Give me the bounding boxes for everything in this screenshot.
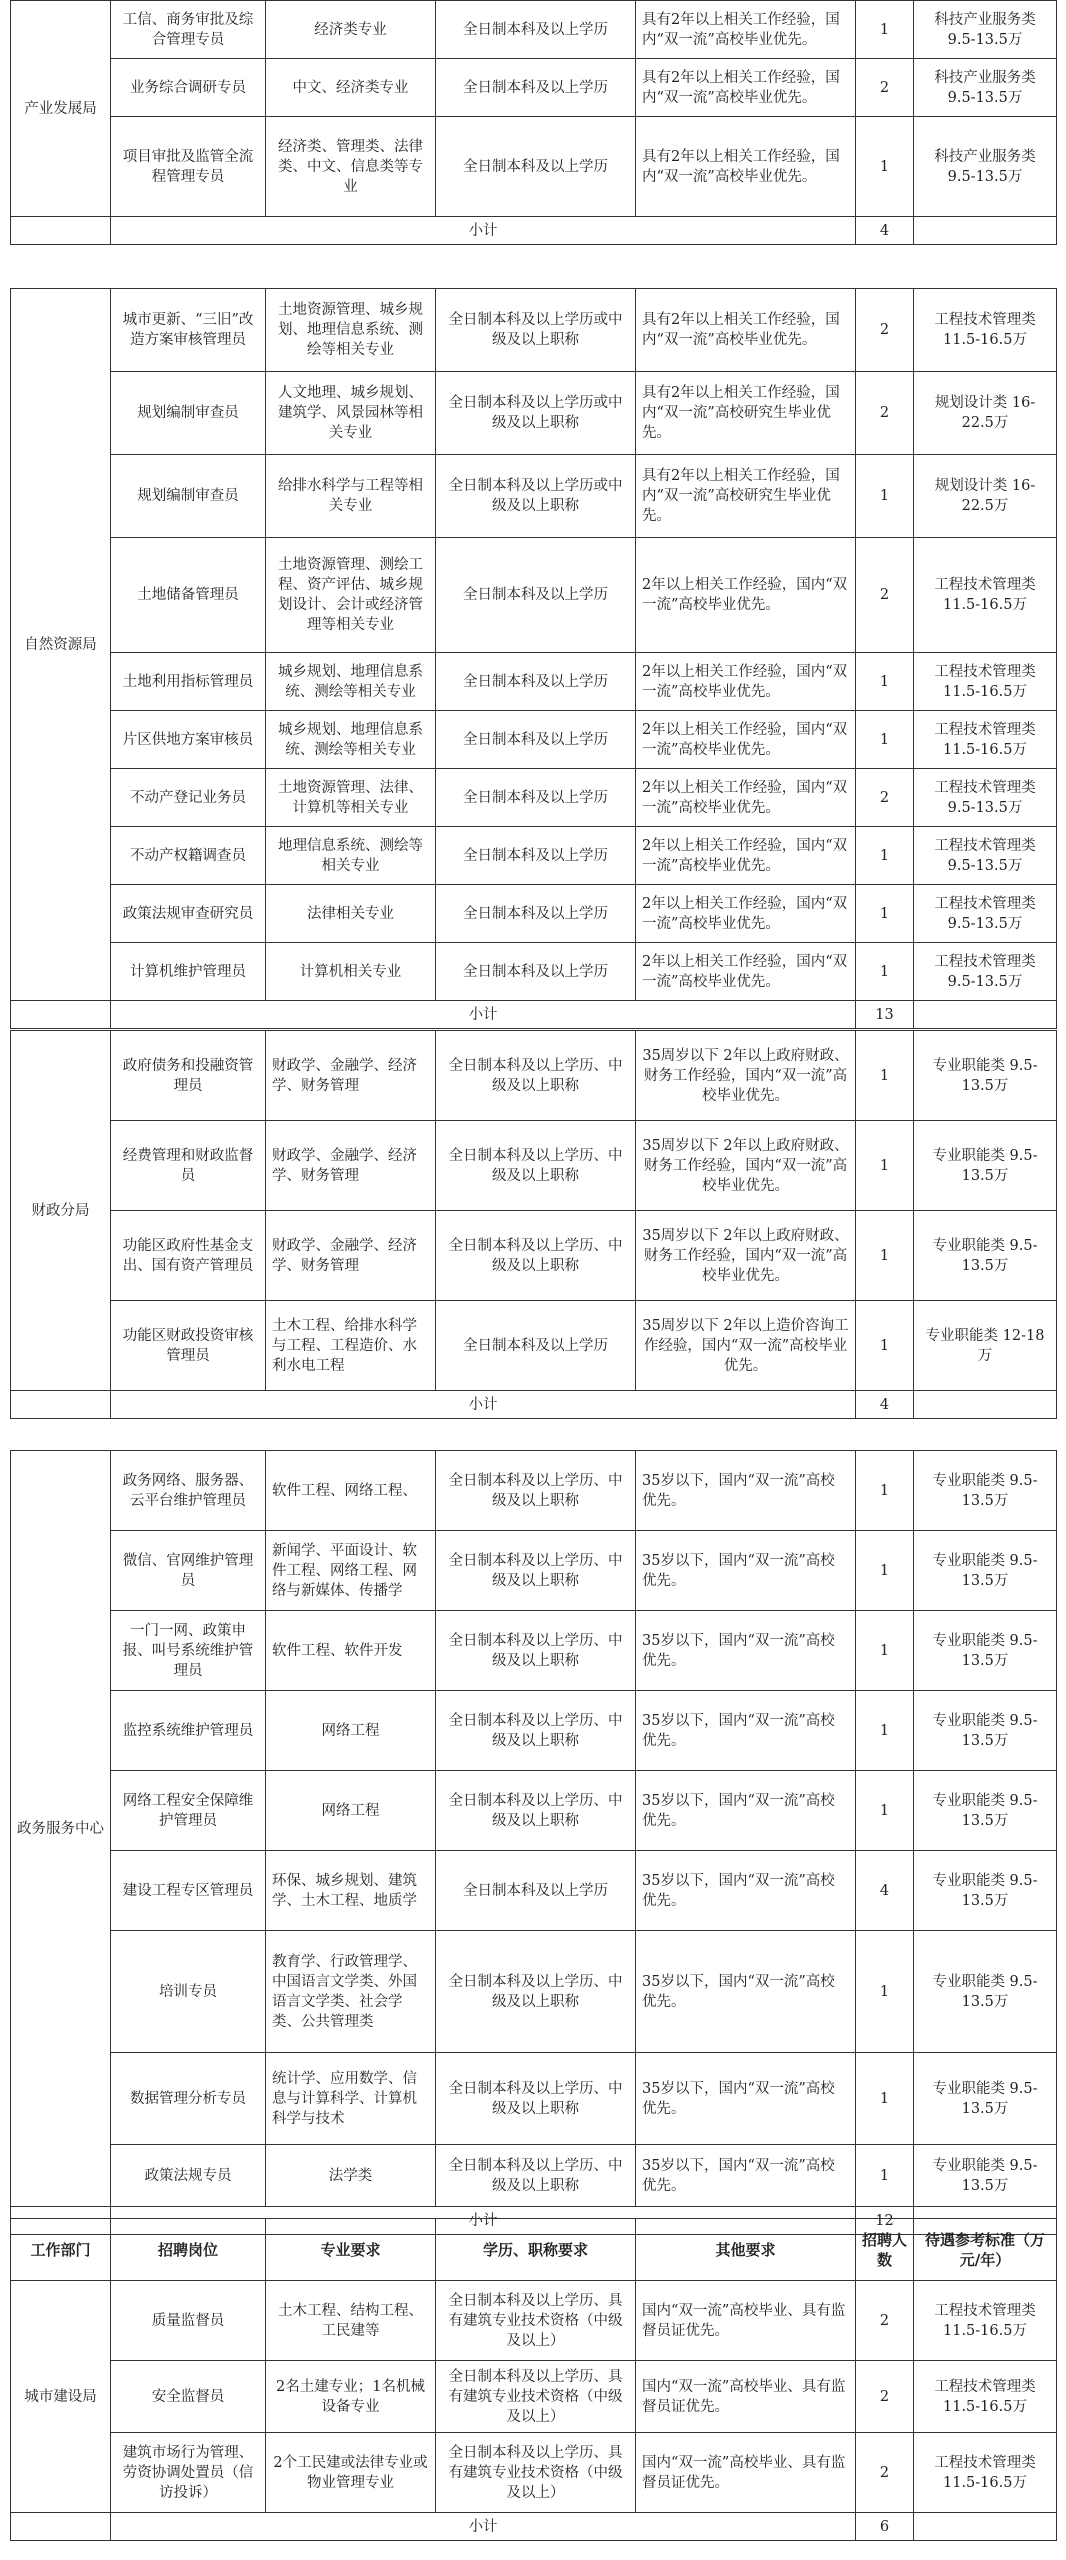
position-cell: 功能区财政投资审核管理员 — [111, 1301, 266, 1391]
other-cell: 35周岁以下 2年以上政府财政、财务工作经验，国内“双一流”高校毕业优先。 — [636, 1211, 856, 1301]
department-cell: 自然资源局 — [11, 289, 111, 1001]
salary-cell: 科技产业服务类 9.5-13.5万 — [914, 117, 1057, 217]
salary-cell: 规划设计类 16-22.5万 — [914, 455, 1057, 538]
table-row — [11, 1611, 1057, 1691]
major-cell: 法学类 — [266, 2145, 436, 2207]
position-cell: 城市更新、“三旧”改造方案审核管理员 — [111, 289, 266, 372]
other-cell: 2年以上相关工作经验，国内“双一流”高校毕业优先。 — [636, 653, 856, 711]
major-cell: 土木工程、给排水科学与工程、工程造价、水利水电工程 — [266, 1301, 436, 1391]
salary-cell: 科技产业服务类 9.5-13.5万 — [914, 59, 1057, 117]
position-cell: 建筑市场行为管理、劳资协调处置员（信访投诉） — [111, 2433, 266, 2513]
position-cell: 数据管理分析专员 — [111, 2053, 266, 2145]
table-row — [11, 59, 1057, 117]
major-cell: 网络工程 — [266, 1771, 436, 1851]
salary-cell: 专业职能类 9.5-13.5万 — [914, 1851, 1057, 1931]
table-row — [11, 653, 1057, 711]
table-row — [11, 1451, 1057, 1531]
major-cell: 土地资源管理、法律、计算机等相关专业 — [266, 769, 436, 827]
table-row — [11, 117, 1057, 217]
major-cell: 给排水科学与工程等相关专业 — [266, 455, 436, 538]
subtotal-count: 4 — [856, 217, 914, 245]
recruit-table — [10, 1450, 1057, 2235]
major-cell: 城乡规划、地理信息系统、测绘等相关专业 — [266, 653, 436, 711]
major-cell: 财政学、金融学、经济学、财务管理 — [266, 1211, 436, 1301]
section-industry — [10, 0, 1056, 245]
count-cell: 2 — [856, 538, 914, 653]
major-cell: 2个工民建或法律专业或物业管理专业 — [266, 2433, 436, 2513]
education-cell: 全日制本科及以上学历、中级及以上职称 — [436, 2145, 636, 2207]
subtotal-label: 小计 — [111, 2513, 856, 2541]
recruit-table — [10, 2218, 1057, 2541]
section-gov-service — [10, 1450, 1056, 2235]
position-cell: 不动产权籍调查员 — [111, 827, 266, 885]
count-cell: 1 — [856, 1301, 914, 1391]
major-cell: 教育学、行政管理学、中国语言文学类、外国语言文学类、社会学类、公共管理类 — [266, 1931, 436, 2053]
count-cell: 2 — [856, 2361, 914, 2433]
section-natural-resources — [10, 288, 1056, 1029]
education-cell: 全日制本科及以上学历 — [436, 769, 636, 827]
header-major: 专业要求 — [266, 2219, 436, 2281]
salary-cell: 工程技术管理类 11.5-16.5万 — [914, 538, 1057, 653]
salary-cell: 专业职能类 9.5-13.5万 — [914, 1451, 1057, 1531]
education-cell: 全日制本科及以上学历、中级及以上职称 — [436, 1211, 636, 1301]
other-cell: 2年以上相关工作经验，国内“双一流”高校毕业优先。 — [636, 538, 856, 653]
education-cell: 全日制本科及以上学历 — [436, 1851, 636, 1931]
count-cell: 2 — [856, 2433, 914, 2513]
count-cell: 1 — [856, 117, 914, 217]
major-cell: 经济类、管理类、法律类、中文、信息类等专业 — [266, 117, 436, 217]
table-row — [11, 769, 1057, 827]
salary-cell: 专业职能类 9.5-13.5万 — [914, 1531, 1057, 1611]
major-cell: 财政学、金融学、经济学、财务管理 — [266, 1031, 436, 1121]
major-cell: 新闻学、平面设计、软件工程、网络工程、网络与新媒体、传播学 — [266, 1531, 436, 1611]
subtotal-label: 小计 — [111, 217, 856, 245]
other-cell: 35岁以下，国内“双一流”高校优先。 — [636, 2053, 856, 2145]
other-cell: 国内“双一流”高校毕业、具有监督员证优先。 — [636, 2361, 856, 2433]
position-cell: 政务网络、服务器、云平台维护管理员 — [111, 1451, 266, 1531]
other-cell: 国内“双一流”高校毕业、具有监督员证优先。 — [636, 2433, 856, 2513]
count-cell: 1 — [856, 653, 914, 711]
department-cell: 财政分局 — [11, 1031, 111, 1391]
education-cell: 全日制本科及以上学历或中级及以上职称 — [436, 289, 636, 372]
count-cell: 1 — [856, 455, 914, 538]
position-cell: 政策法规审查研究员 — [111, 885, 266, 943]
position-cell: 计算机维护管理员 — [111, 943, 266, 1001]
major-cell: 土地资源管理、城乡规划、地理信息系统、测绘等相关专业 — [266, 289, 436, 372]
subtotal-label: 小计 — [111, 1001, 856, 1029]
salary-cell: 工程技术管理类 9.5-13.5万 — [914, 885, 1057, 943]
subtotal-row — [11, 217, 1057, 245]
count-cell: 1 — [856, 885, 914, 943]
count-cell: 1 — [856, 1611, 914, 1691]
education-cell: 全日制本科及以上学历或中级及以上职称 — [436, 372, 636, 455]
table-row — [11, 711, 1057, 769]
major-cell: 法律相关专业 — [266, 885, 436, 943]
education-cell: 全日制本科及以上学历、中级及以上职称 — [436, 1531, 636, 1611]
subtotal-label: 小计 — [111, 2207, 856, 2235]
position-cell: 项目审批及监管全流程管理专员 — [111, 117, 266, 217]
position-cell: 微信、官网维护管理员 — [111, 1531, 266, 1611]
subtotal-count: 4 — [856, 1391, 914, 1419]
salary-cell: 专业职能类 9.5-13.5万 — [914, 1691, 1057, 1771]
other-cell: 具有2年以上相关工作经验，国内“双一流”高校毕业优先。 — [636, 117, 856, 217]
salary-cell: 工程技术管理类 11.5-16.5万 — [914, 2281, 1057, 2361]
education-cell: 全日制本科及以上学历 — [436, 653, 636, 711]
major-cell: 人文地理、城乡规划、建筑学、风景园林等相关专业 — [266, 372, 436, 455]
salary-cell: 科技产业服务类 9.5-13.5万 — [914, 1, 1057, 59]
other-cell: 35周岁以下 2年以上造价咨询工作经验，国内“双一流”高校毕业优先。 — [636, 1301, 856, 1391]
subtotal-count: 12 — [856, 2207, 914, 2235]
count-cell: 2 — [856, 289, 914, 372]
education-cell: 全日制本科及以上学历 — [436, 59, 636, 117]
table-row — [11, 2145, 1057, 2207]
position-cell: 政府债务和投融资管理员 — [111, 1031, 266, 1121]
salary-cell: 工程技术管理类 11.5-16.5万 — [914, 2361, 1057, 2433]
other-cell: 35岁以下，国内“双一流”高校优先。 — [636, 2145, 856, 2207]
other-cell: 35岁以下，国内“双一流”高校优先。 — [636, 1851, 856, 1931]
position-cell: 规划编制审查员 — [111, 455, 266, 538]
position-cell: 不动产登记业务员 — [111, 769, 266, 827]
table-row — [11, 885, 1057, 943]
education-cell: 全日制本科及以上学历、具有建筑专业技术资格（中级及以上） — [436, 2281, 636, 2361]
position-cell: 政策法规专员 — [111, 2145, 266, 2207]
education-cell: 全日制本科及以上学历、中级及以上职称 — [436, 1691, 636, 1771]
major-cell: 中文、经济类专业 — [266, 59, 436, 117]
subtotal-row — [11, 2513, 1057, 2541]
header-other: 其他要求 — [636, 2219, 856, 2281]
salary-cell: 工程技术管理类 11.5-16.5万 — [914, 2433, 1057, 2513]
other-cell: 具有2年以上相关工作经验，国内“双一流”高校毕业优先。 — [636, 289, 856, 372]
header-department: 工作部门 — [11, 2219, 111, 2281]
education-cell: 全日制本科及以上学历、具有建筑专业技术资格（中级及以上） — [436, 2433, 636, 2513]
other-cell: 2年以上相关工作经验，国内“双一流”高校毕业优先。 — [636, 827, 856, 885]
count-cell: 2 — [856, 2281, 914, 2361]
position-cell: 经费管理和财政监督员 — [111, 1121, 266, 1211]
department-cell: 产业发展局 — [11, 1, 111, 217]
salary-cell: 专业职能类 9.5-13.5万 — [914, 1211, 1057, 1301]
position-cell: 工信、商务审批及综合管理专员 — [111, 1, 266, 59]
position-cell: 培训专员 — [111, 1931, 266, 2053]
header-education: 学历、职称要求 — [436, 2219, 636, 2281]
table-row — [11, 2361, 1057, 2433]
position-cell: 土地利用指标管理员 — [111, 653, 266, 711]
salary-cell: 工程技术管理类 11.5-16.5万 — [914, 653, 1057, 711]
table-row — [11, 372, 1057, 455]
table-row — [11, 455, 1057, 538]
other-cell: 2年以上相关工作经验，国内“双一流”高校毕业优先。 — [636, 769, 856, 827]
major-cell: 城乡规划、地理信息系统、测绘等相关专业 — [266, 711, 436, 769]
major-cell: 软件工程、软件开发 — [266, 1611, 436, 1691]
position-cell: 网络工程安全保障维护管理员 — [111, 1771, 266, 1851]
major-cell: 土木工程、结构工程、工民建等 — [266, 2281, 436, 2361]
count-cell: 2 — [856, 372, 914, 455]
salary-cell: 工程技术管理类 11.5-16.5万 — [914, 289, 1057, 372]
header-position: 招聘岗位 — [111, 2219, 266, 2281]
education-cell: 全日制本科及以上学历 — [436, 711, 636, 769]
subtotal-row — [11, 1001, 1057, 1029]
count-cell: 1 — [856, 2053, 914, 2145]
table-row — [11, 1691, 1057, 1771]
salary-cell: 专业职能类 9.5-13.5万 — [914, 1611, 1057, 1691]
other-cell: 35岁以下，国内“双一流”高校优先。 — [636, 1691, 856, 1771]
count-cell: 1 — [856, 1691, 914, 1771]
other-cell: 具有2年以上相关工作经验，国内“双一流”高校毕业优先。 — [636, 59, 856, 117]
salary-cell: 专业职能类 9.5-13.5万 — [914, 1931, 1057, 2053]
salary-cell: 专业职能类 9.5-13.5万 — [914, 2053, 1057, 2145]
other-cell: 2年以上相关工作经验，国内“双一流”高校毕业优先。 — [636, 943, 856, 1001]
education-cell: 全日制本科及以上学历 — [436, 827, 636, 885]
salary-cell: 专业职能类 12-18万 — [914, 1301, 1057, 1391]
salary-cell: 专业职能类 9.5-13.5万 — [914, 1771, 1057, 1851]
salary-cell: 工程技术管理类 9.5-13.5万 — [914, 769, 1057, 827]
count-cell: 2 — [856, 769, 914, 827]
department-cell: 城市建设局 — [11, 2281, 111, 2513]
subtotal-count: 13 — [856, 1001, 914, 1029]
position-cell: 质量监督员 — [111, 2281, 266, 2361]
other-cell: 2年以上相关工作经验，国内“双一流”高校毕业优先。 — [636, 885, 856, 943]
other-cell: 35周岁以下 2年以上政府财政、财务工作经验，国内“双一流”高校毕业优先。 — [636, 1121, 856, 1211]
education-cell: 全日制本科及以上学历、具有建筑专业技术资格（中级及以上） — [436, 2361, 636, 2433]
table-row — [11, 2281, 1057, 2361]
education-cell: 全日制本科及以上学历 — [436, 885, 636, 943]
table-row — [11, 2053, 1057, 2145]
count-cell: 2 — [856, 59, 914, 117]
recruit-table — [10, 288, 1057, 1029]
other-cell: 35岁以下，国内“双一流”高校优先。 — [636, 1611, 856, 1691]
count-cell: 1 — [856, 1121, 914, 1211]
major-cell: 经济类专业 — [266, 1, 436, 59]
major-cell: 统计学、应用数学、信息与计算科学、计算机科学与技术 — [266, 2053, 436, 2145]
section-finance — [10, 1030, 1056, 1419]
count-cell: 1 — [856, 1451, 914, 1531]
count-cell: 1 — [856, 1031, 914, 1121]
other-cell: 35岁以下，国内“双一流”高校优先。 — [636, 1531, 856, 1611]
education-cell: 全日制本科及以上学历、中级及以上职称 — [436, 1031, 636, 1121]
count-cell: 1 — [856, 1531, 914, 1611]
salary-cell: 工程技术管理类 9.5-13.5万 — [914, 943, 1057, 1001]
table-row — [11, 1301, 1057, 1391]
major-cell: 计算机相关专业 — [266, 943, 436, 1001]
education-cell: 全日制本科及以上学历或中级及以上职称 — [436, 455, 636, 538]
position-cell: 监控系统维护管理员 — [111, 1691, 266, 1771]
education-cell: 全日制本科及以上学历 — [436, 117, 636, 217]
education-cell: 全日制本科及以上学历、中级及以上职称 — [436, 1771, 636, 1851]
subtotal-count: 6 — [856, 2513, 914, 2541]
other-cell: 35岁以下，国内“双一流”高校优先。 — [636, 1771, 856, 1851]
position-cell: 安全监督员 — [111, 2361, 266, 2433]
table-row — [11, 1771, 1057, 1851]
other-cell: 具有2年以上相关工作经验，国内“双一流”高校研究生毕业优先。 — [636, 455, 856, 538]
major-cell: 网络工程 — [266, 1691, 436, 1771]
education-cell: 全日制本科及以上学历、中级及以上职称 — [436, 1451, 636, 1531]
major-cell: 软件工程、网络工程、 — [266, 1451, 436, 1531]
other-cell: 2年以上相关工作经验，国内“双一流”高校毕业优先。 — [636, 711, 856, 769]
education-cell: 全日制本科及以上学历、中级及以上职称 — [436, 1931, 636, 2053]
salary-cell: 专业职能类 9.5-13.5万 — [914, 1031, 1057, 1121]
count-cell: 1 — [856, 1931, 914, 2053]
position-cell: 业务综合调研专员 — [111, 59, 266, 117]
education-cell: 全日制本科及以上学历、中级及以上职称 — [436, 1611, 636, 1691]
count-cell: 1 — [856, 1, 914, 59]
education-cell: 全日制本科及以上学历 — [436, 1301, 636, 1391]
education-cell: 全日制本科及以上学历 — [436, 1, 636, 59]
education-cell: 全日制本科及以上学历 — [436, 538, 636, 653]
position-cell: 建设工程专区管理员 — [111, 1851, 266, 1931]
position-cell: 功能区政府性基金支出、国有资产管理员 — [111, 1211, 266, 1301]
department-cell: 政务服务中心 — [11, 1451, 111, 2207]
table-row — [11, 827, 1057, 885]
other-cell: 国内“双一流”高校毕业、具有监督员证优先。 — [636, 2281, 856, 2361]
education-cell: 全日制本科及以上学历、中级及以上职称 — [436, 2053, 636, 2145]
major-cell: 财政学、金融学、经济学、财务管理 — [266, 1121, 436, 1211]
major-cell: 地理信息系统、测绘等相关专业 — [266, 827, 436, 885]
education-cell: 全日制本科及以上学历 — [436, 943, 636, 1001]
recruit-table — [10, 1030, 1057, 1419]
salary-cell: 工程技术管理类 9.5-13.5万 — [914, 827, 1057, 885]
other-cell: 35周岁以下 2年以上政府财政、财务工作经验，国内“双一流”高校毕业优先。 — [636, 1031, 856, 1121]
education-cell: 全日制本科及以上学历、中级及以上职称 — [436, 1121, 636, 1211]
other-cell: 35岁以下，国内“双一流”高校优先。 — [636, 1931, 856, 2053]
table-row — [11, 1931, 1057, 2053]
table-row — [11, 1, 1057, 59]
count-cell: 1 — [856, 711, 914, 769]
table-row — [11, 1211, 1057, 1301]
count-cell: 1 — [856, 1211, 914, 1301]
other-cell: 具有2年以上相关工作经验，国内“双一流”高校研究生毕业优先。 — [636, 372, 856, 455]
table-row — [11, 289, 1057, 372]
major-cell: 2名土建专业；1名机械设备专业 — [266, 2361, 436, 2433]
count-cell: 4 — [856, 1851, 914, 1931]
salary-cell: 规划设计类 16-22.5万 — [914, 372, 1057, 455]
header-count: 招聘人数 — [856, 2219, 914, 2281]
count-cell: 1 — [856, 827, 914, 885]
subtotal-label: 小计 — [111, 1391, 856, 1419]
count-cell: 1 — [856, 943, 914, 1001]
table-row — [11, 2433, 1057, 2513]
count-cell: 1 — [856, 2145, 914, 2207]
subtotal-row — [11, 1391, 1057, 1419]
major-cell: 环保、城乡规划、建筑学、土木工程、地质学 — [266, 1851, 436, 1931]
other-cell: 具有2年以上相关工作经验，国内“双一流”高校毕业优先。 — [636, 1, 856, 59]
table-row — [11, 1121, 1057, 1211]
table-row — [11, 538, 1057, 653]
position-cell: 一门一网、政策申报、叫号系统维护管理员 — [111, 1611, 266, 1691]
major-cell: 土地资源管理、测绘工程、资产评估、城乡规划设计、会计或经济管理等相关专业 — [266, 538, 436, 653]
position-cell: 片区供地方案审核员 — [111, 711, 266, 769]
section-urban-construction — [10, 2218, 1056, 2541]
table-row — [11, 943, 1057, 1001]
table-row — [11, 1531, 1057, 1611]
table-row — [11, 1031, 1057, 1121]
position-cell: 土地储备管理员 — [111, 538, 266, 653]
salary-cell: 专业职能类 9.5-13.5万 — [914, 1121, 1057, 1211]
salary-cell: 工程技术管理类 11.5-16.5万 — [914, 711, 1057, 769]
position-cell: 规划编制审查员 — [111, 372, 266, 455]
recruit-table — [10, 0, 1057, 245]
salary-cell: 专业职能类 9.5-13.5万 — [914, 2145, 1057, 2207]
other-cell: 35岁以下，国内“双一流”高校优先。 — [636, 1451, 856, 1531]
header-salary: 待遇参考标准（万元/年） — [914, 2219, 1057, 2281]
table-row — [11, 1851, 1057, 1931]
count-cell: 1 — [856, 1771, 914, 1851]
table-header-row — [11, 2219, 1057, 2281]
